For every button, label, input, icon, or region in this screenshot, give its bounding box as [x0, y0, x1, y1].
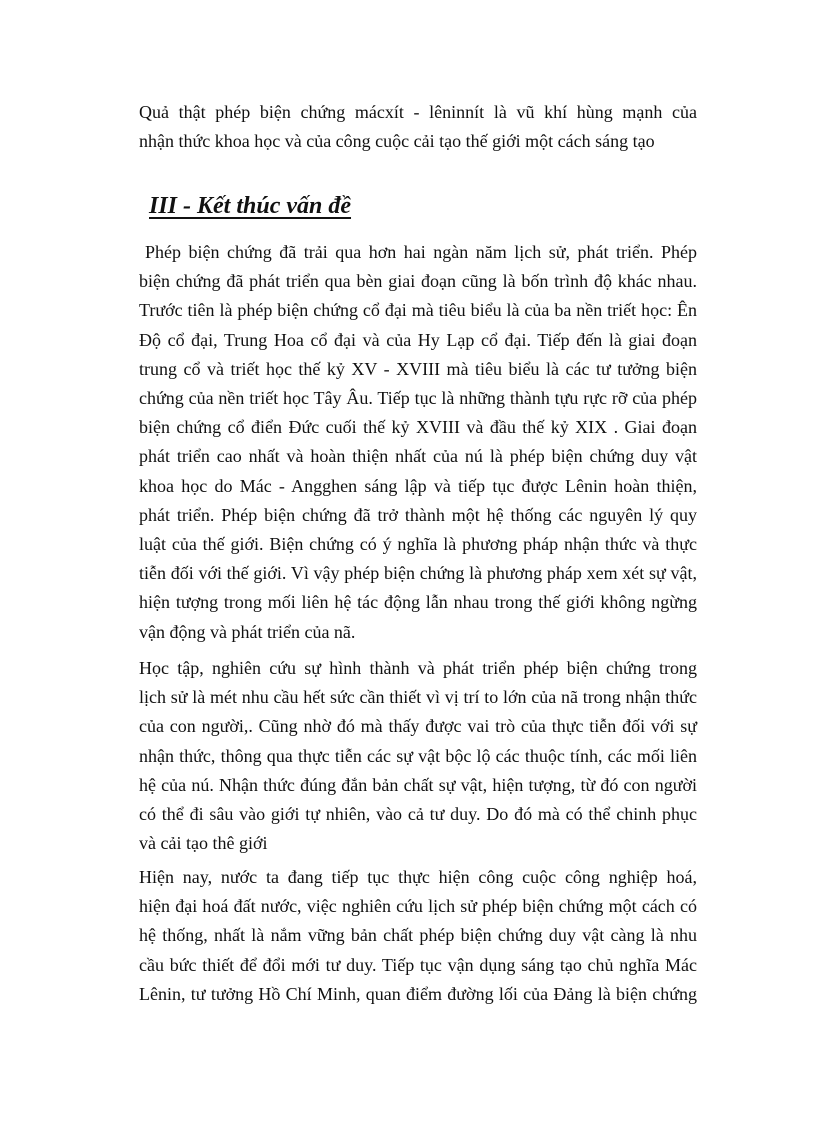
- paragraph-4-line: cầu bức thiết để đổi mới tư duy. Tiếp tục vận dụng sáng tạo chủ nghĩa Mác: [139, 954, 697, 975]
- paragraph-2-line: vận động và phát triển của nã.: [139, 621, 356, 642]
- paragraph-2-line: khoa học do Mác - Angghen sáng lập và tiếp tục được Lênin hoàn thiện,: [139, 475, 697, 496]
- paragraph-2-line: Trước tiên là phép biện chứng cổ đại mà tiêu biểu là của ba nền triết học: Ên: [139, 300, 697, 321]
- paragraph-3-line: lịch sử là mét nhu cầu hết sức cần thiết vì vị trí to lớn của nã trong nhận thức: [139, 687, 697, 708]
- paragraph-1-line: Quả thật phép biện chứng mácxít - lêninnít là vũ khí hùng mạnh của: [139, 102, 697, 122]
- paragraph-2-line: trung cổ và triết học thế kỷ XV - XVIII mà tiêu biểu là các tư tưởng biện: [139, 358, 697, 379]
- paragraph-3-line: và cải tạo thê giới: [139, 833, 268, 854]
- paragraph-3-line: nhận thức, thông qua thực tiễn các sự vật bộc lộ các thuộc tính, các mối liên: [139, 745, 697, 766]
- paragraph-4-line: hiện đại hoá đất nước, việc nghiên cứu lịch sử phép biện chứng một cách có: [139, 896, 697, 917]
- paragraph-3-line: của con người,. Cũng nhờ đó mà thấy được vai trò của thực tiễn đối với sự: [139, 716, 697, 737]
- paragraph-2-line: phát triển cao nhất và hoàn thiện nhất của nú là phép biện chứng duy vật: [139, 446, 697, 467]
- section-heading: III - Kết thúc vấn đề: [149, 193, 352, 219]
- paragraph-2-line: Phép biện chứng đã trải qua hơn hai ngàn năm lịch sử, phát triển. Phép: [145, 242, 697, 262]
- paragraph-3-line: Học tập, nghiên cứu sự hình thành và phát triển phép biện chứng trong: [139, 658, 697, 678]
- paragraph-2-line: biện chứng đã phát triển qua bèn giai đoạn cũng là bốn trình độ khác nhau.: [139, 271, 697, 292]
- paragraph-2-line: hiện tượng trong mối liên hệ tác động lẫn nhau trong thế giới không ngừng: [139, 592, 697, 613]
- paragraph-3-line: có thể đi sâu vào giới tự nhiên, vào cả tư duy. Do đó mà có thể chinh phục: [139, 804, 697, 825]
- paragraph-2: [139, 238, 697, 647]
- paragraph-2-line: biện chứng cổ điển Đức cuối thế kỷ XVIII và đầu thế kỷ XIX . Giai đoạn: [139, 417, 697, 438]
- paragraph-1: [139, 98, 697, 156]
- paragraph-3-line: hệ của nú. Nhận thức đúng đắn bản chất sự vật, hiện tượng, từ đó con người: [139, 774, 697, 795]
- paragraph-4-line: hệ thống, nhất là nắm vững bản chất phép biện chứng duy vật càng là nhu: [139, 925, 697, 946]
- paragraph-2-line: luật của thế giới. Biện chứng có ý nghĩa là phương pháp nhận thức và thực: [139, 534, 697, 555]
- paragraph-4-line: Hiện nay, nước ta đang tiếp tục thực hiện công cuộc công nghiệp hoá,: [139, 867, 697, 887]
- paragraph-1-line: nhận thức khoa học và của công cuộc cải tạo thế giới một cách sáng tạo: [139, 131, 655, 152]
- paragraph-2-line: chứng của nền triết học Tây Âu. Tiếp tục là những thành tựu rực rỡ của phép: [139, 388, 697, 409]
- paragraph-2-line: phát triển. Phép biện chứng đã trở thành một hệ thống các nguyên lý quy: [139, 504, 697, 525]
- paragraph-2-line: tiễn đối với thế giới. Vì vậy phép biện chứng là phương pháp xem xét sự vật,: [139, 563, 697, 584]
- paragraph-2-line: Độ cổ đại, Trung Hoa cổ đại và của Hy Lạp cổ đại. Tiếp đến là giai đoạn: [139, 329, 697, 350]
- paragraph-4-line: Lênin, tư tưởng Hồ Chí Minh, quan điểm đường lối của Đảng là biện chứng: [139, 983, 697, 1004]
- paragraph-3: [139, 654, 697, 858]
- paragraph-4: [139, 863, 697, 1009]
